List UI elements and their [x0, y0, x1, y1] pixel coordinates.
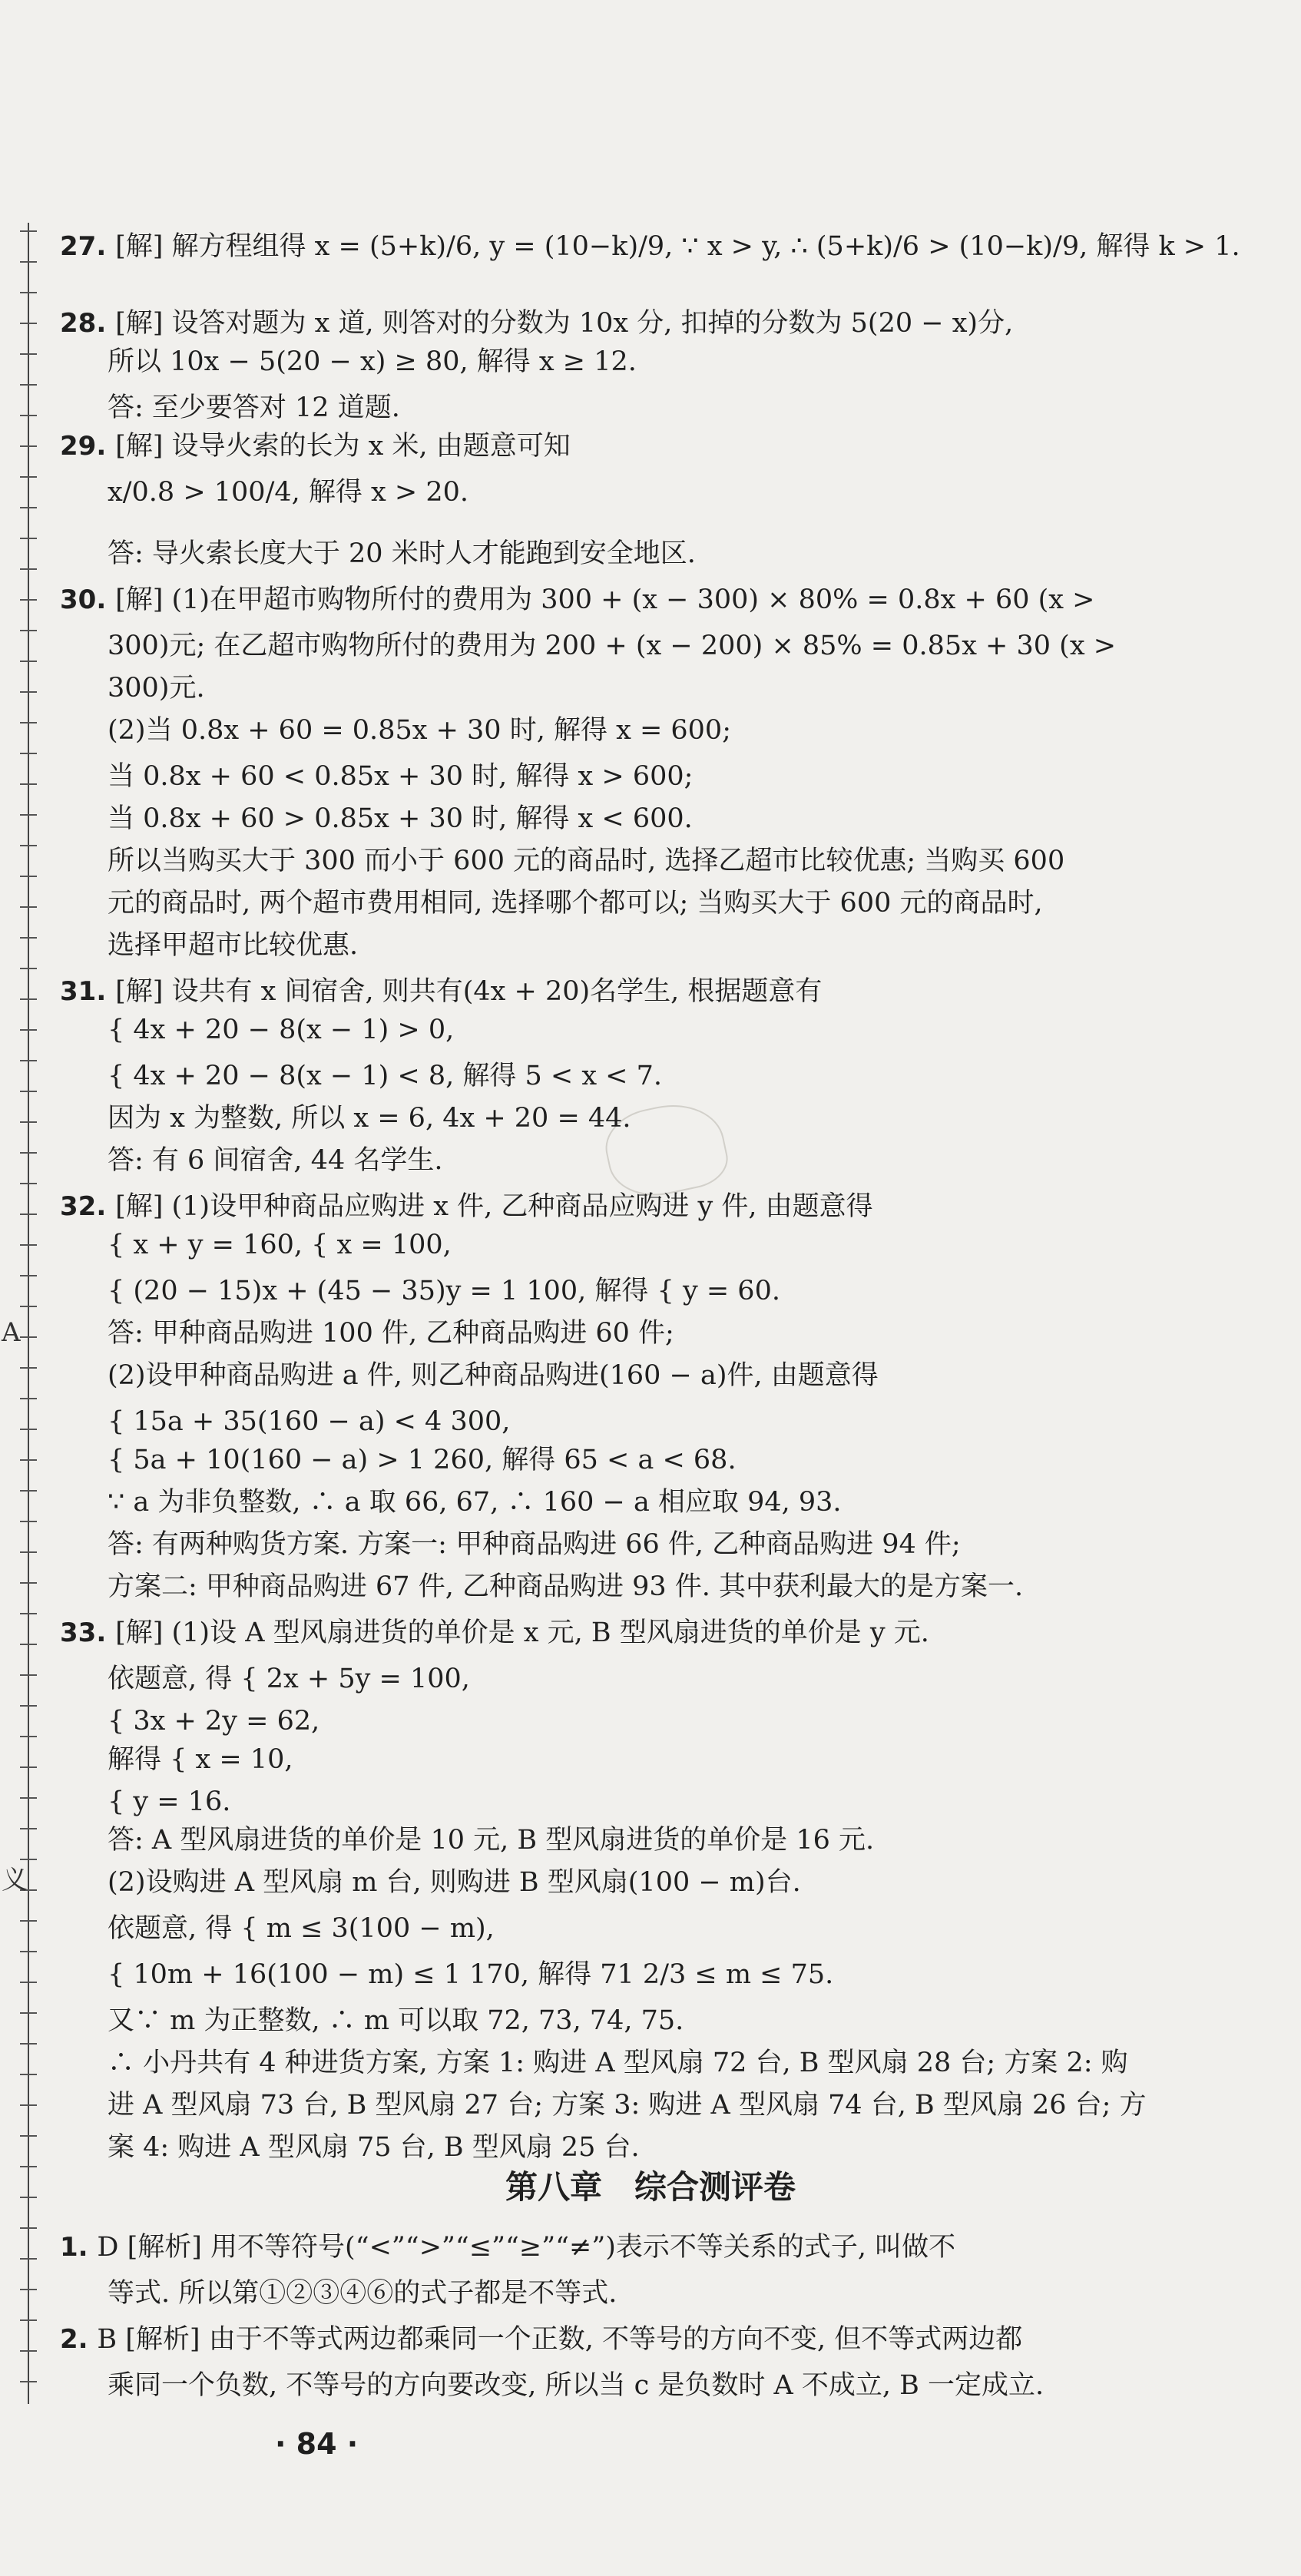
binding-tick: [20, 814, 37, 816]
binding-tick: [20, 1121, 37, 1123]
line-text: { 4x + 20 − 8(x − 1) < 8, 解得 5 < x < 7.: [108, 1061, 663, 1091]
answer-line: [108, 1824, 874, 1856]
answer-line: [108, 2369, 1044, 2402]
binding-tick: [20, 998, 37, 1000]
answer-line: [108, 1743, 293, 1776]
question-number: 30.: [60, 584, 116, 615]
binding-tick: [20, 384, 37, 386]
binding-tick: [20, 2319, 37, 2321]
binding-tick: [20, 1982, 37, 1983]
answer-line: [108, 1528, 961, 1561]
answer-line: [108, 1275, 780, 1307]
binding-tick: [20, 1398, 37, 1399]
answer-line: [60, 1190, 873, 1223]
answer-line: [108, 845, 1064, 877]
binding-tick: [20, 261, 37, 263]
line-text: { 5a + 10(160 − a) > 1 260, 解得 65 < a < 68.: [108, 1445, 737, 1475]
binding-tick: [20, 2135, 37, 2137]
binding-tick: [20, 691, 37, 693]
answer-line: [60, 1617, 929, 1649]
answer-line: [60, 2323, 1022, 2356]
line-text: 300)元; 在乙超市购物所付的费用为 200 + (x − 200) × 85% = 0.85x + 30 (x >: [108, 631, 1117, 661]
answer-line: [60, 2231, 955, 2263]
question-number: 31.: [60, 976, 116, 1007]
line-text: 所以当购买大于 300 而小于 600 元的商品时, 选择乙超市比较优惠; 当购买 600: [108, 846, 1065, 876]
binding-tick: [20, 1521, 37, 1522]
answer-line: [108, 392, 400, 424]
binding-tick: [20, 1183, 37, 1184]
binding-tick: [20, 1029, 37, 1031]
binding-tick: [20, 783, 37, 785]
binding-tick: [20, 1459, 37, 1461]
answer-line: [108, 2131, 640, 2164]
line-text: (2)当 0.8x + 60 = 0.85x + 30 时, 解得 x = 600;: [108, 715, 731, 746]
binding-tick: [20, 2289, 37, 2290]
binding-tick: [20, 1214, 37, 1215]
answer-line: [108, 1060, 662, 1092]
answer-line: [108, 1571, 1023, 1603]
line-text: { y = 16.: [108, 1786, 231, 1817]
line-text: 依题意, 得 { 2x + 5y = 100,: [108, 1664, 470, 1694]
binding-tick: [20, 2104, 37, 2106]
answer-line: [108, 1144, 442, 1177]
answer-line: [108, 1359, 879, 1392]
line-text: 因为 x 为整数, 所以 x = 6, 4x + 20 = 44.: [108, 1103, 631, 1134]
line-text: ∴ 小丹共有 4 种进货方案, 方案 1: 购进 A 型风扇 72 台, B 型风扇 28 台; 方案 2: 购: [108, 2048, 1128, 2078]
answer-line: [108, 2089, 1147, 2121]
binding-line: [28, 223, 29, 2404]
binding-tick: [20, 1828, 37, 1829]
question-number: 2.: [60, 2324, 98, 2355]
answer-line: [60, 230, 1240, 263]
binding-tick: [20, 1613, 37, 1614]
line-text: 答: 有 6 间宿舍, 44 名学生.: [108, 1145, 443, 1176]
binding-tick: [20, 1336, 37, 1338]
answer-line: [108, 346, 637, 378]
binding-tick: [20, 1582, 37, 1584]
binding-tick: [20, 1951, 37, 1952]
answer-line: [108, 1866, 801, 1899]
line-text: 解得 { x = 10,: [108, 1744, 293, 1775]
question-number: 29.: [60, 431, 116, 462]
line-text: (2)设甲种商品购进 a 件, 则乙种商品购进(160 − a)件, 由题意得: [108, 1360, 879, 1391]
binding-tick: [20, 661, 37, 662]
line-text: 答: A 型风扇进货的单价是 10 元, B 型风扇进货的单价是 16 元.: [108, 1825, 875, 1856]
answer-line: [60, 975, 822, 1008]
binding-tick: [20, 1306, 37, 1307]
line-text: [解] (1)在甲超市购物所付的费用为 300 + (x − 300) × 80% = 0.8x + 60 (x >: [115, 584, 1095, 615]
binding-tick: [20, 1429, 37, 1430]
binding-tick: [20, 353, 37, 355]
binding-tick: [20, 722, 37, 723]
answer-line: [108, 630, 1116, 662]
line-text: D [解析] 用不等符号(“<”“>”“≤”“≥”“≠”)表示不等关系的式子, 叫做不: [97, 2232, 956, 2263]
binding-tick: [20, 538, 37, 539]
binding-tick: [20, 2227, 37, 2229]
line-text: 答: 导火索长度大于 20 米时人才能跑到安全地区.: [108, 538, 696, 569]
answer-line: [108, 760, 693, 793]
answer-line: [108, 1444, 737, 1476]
binding-tick: [20, 2012, 37, 2014]
binding-tick: [20, 1490, 37, 1492]
line-text: 依题意, 得 { m ≤ 3(100 − m),: [108, 1913, 495, 1944]
answer-line: [108, 1705, 319, 1737]
binding-tick: [20, 1644, 37, 1645]
binding-tick: [20, 1244, 37, 1246]
line-text: 又∵ m 为正整数, ∴ m 可以取 72, 73, 74, 75.: [108, 2005, 684, 2036]
margin-char: A: [2, 1317, 21, 1348]
answer-line: [108, 1958, 833, 1991]
line-text: { 4x + 20 − 8(x − 1) > 0,: [108, 1015, 455, 1045]
answer-line: [108, 1663, 470, 1695]
answer-line: [108, 1317, 674, 1349]
answer-line: [108, 1912, 495, 1945]
line-text: 答: 甲种商品购进 100 件, 乙种商品购进 60 件;: [108, 1318, 674, 1349]
answer-line: [108, 714, 731, 747]
line-text: { (20 − 15)x + (45 − 35)y = 1 100, 解得 { y = 60.: [108, 1276, 780, 1306]
line-text: ∵ a 为非负整数, ∴ a 取 66, 67, ∴ 160 − a 相应取 94, 93.: [108, 1487, 842, 1518]
line-text: { 10m + 16(100 − m) ≤ 1 170, 解得 71 2/3 ≤ m ≤ 75.: [108, 1959, 834, 1990]
answer-line: [108, 1786, 230, 1818]
answer-line: [108, 1229, 452, 1261]
question-number: 32.: [60, 1191, 116, 1222]
binding-tick: [20, 230, 37, 232]
binding-tick: [20, 1766, 37, 1768]
answer-line: [108, 887, 1043, 919]
answer-line: [60, 584, 1094, 616]
line-text: { 3x + 2y = 62,: [108, 1706, 320, 1737]
line-text: (2)设购进 A 型风扇 m 台, 则购进 B 型风扇(100 − m)台.: [108, 1867, 801, 1898]
answer-line: [108, 2005, 684, 2037]
line-text: x/0.8 > 100/4, 解得 x > 20.: [108, 477, 468, 508]
binding-tick: [20, 1920, 37, 1922]
line-text: { 15a + 35(160 − a) < 4 300,: [108, 1406, 511, 1437]
line-text: 所以 10x − 5(20 − x) ≥ 80, 解得 x ≥ 12.: [108, 346, 637, 377]
page-number: · 84 ·: [275, 2427, 359, 2461]
line-text: { x + y = 160, { x = 100,: [108, 1230, 452, 1260]
binding-tick: [20, 415, 37, 416]
binding-tick: [20, 445, 37, 447]
binding-tick: [20, 937, 37, 939]
binding-tick: [20, 968, 37, 969]
line-text: 元的商品时, 两个超市费用相同, 选择哪个都可以; 当购买大于 600 元的商品时,: [108, 888, 1043, 919]
binding-tick: [20, 599, 37, 601]
line-text: 当 0.8x + 60 < 0.85x + 30 时, 解得 x > 600;: [108, 761, 694, 792]
binding-tick: [20, 1367, 37, 1369]
line-text: 选择甲超市比较优惠.: [108, 930, 359, 961]
answer-line: [108, 2277, 617, 2309]
line-text: [解] (1)设甲种商品应购进 x 件, 乙种商品应购进 y 件, 由题意得: [115, 1191, 873, 1222]
binding-tick: [20, 876, 37, 877]
line-text: 当 0.8x + 60 > 0.85x + 30 时, 解得 x < 600.: [108, 803, 693, 834]
binding-tick: [20, 2350, 37, 2352]
binding-tick: [20, 1091, 37, 1092]
answer-line: [108, 929, 358, 962]
line-text: [解] (1)设 A 型风扇进货的单价是 x 元, B 型风扇进货的单价是 y 元.: [115, 1617, 929, 1648]
answer-line: [108, 803, 693, 835]
answer-line: [108, 2047, 1128, 2079]
answer-line: [108, 1406, 510, 1438]
question-number: 28.: [60, 308, 116, 339]
binding-tick: [20, 906, 37, 908]
question-number: 1.: [60, 2232, 98, 2263]
binding-tick: [20, 507, 37, 508]
line-text: [解] 设导火索的长为 x 米, 由题意可知: [115, 431, 571, 462]
answer-line: [108, 1014, 454, 1046]
binding-tick: [20, 2381, 37, 2382]
line-text: 答: 至少要答对 12 道题.: [108, 392, 400, 423]
binding-tick: [20, 476, 37, 478]
binding-tick: [20, 1736, 37, 1737]
question-number: 27.: [60, 231, 116, 262]
binding-tick: [20, 2074, 37, 2075]
binding-tick: [20, 1152, 37, 1154]
section-title: 第八章 综合测评卷: [505, 2168, 796, 2206]
binding-tick: [20, 292, 37, 293]
line-text: [解] 设答对题为 x 道, 则答对的分数为 10x 分, 扣掉的分数为 5(20 − x)分,: [115, 308, 1014, 339]
answer-line: [108, 476, 468, 508]
line-text: 答: 有两种购货方案. 方案一: 甲种商品购进 66 件, 乙种商品购进 94 件;: [108, 1529, 961, 1560]
binding-tick: [20, 1275, 37, 1276]
line-text: 乘同一个负数, 不等号的方向要改变, 所以当 c 是负数时 A 不成立, B 一定成立.: [108, 2370, 1044, 2401]
answer-line: [60, 307, 1013, 339]
binding-tick: [20, 1060, 37, 1061]
line-text: [解] 设共有 x 间宿舍, 则共有(4x + 20)名学生, 根据题意有: [115, 976, 823, 1007]
binding-tick: [20, 2258, 37, 2260]
binding-tick: [20, 1797, 37, 1799]
binding-tick: [20, 845, 37, 846]
answer-line: [108, 672, 205, 704]
margin-char: 义: [2, 1865, 28, 1896]
answer-line: [108, 1486, 842, 1518]
binding-tick: [20, 753, 37, 754]
line-text: B [解析] 由于不等式两边都乘同一个正数, 不等号的方向不变, 但不等式两边都: [97, 2324, 1023, 2355]
binding-tick: [20, 2043, 37, 2045]
line-text: [解] 解方程组得 x = (5+k)/6, y = (10−k)/9, ∵ x > y, ∴ (5+k)/6 > (10−k)/9, 解得 k > 1.: [115, 231, 1240, 262]
question-number: 33.: [60, 1617, 116, 1648]
line-text: 等式. 所以第①②③④⑥的式子都是不等式.: [108, 2278, 617, 2309]
binding-tick: [20, 568, 37, 570]
binding-tick: [20, 323, 37, 324]
line-text: 进 A 型风扇 73 台, B 型风扇 27 台; 方案 3: 购进 A 型风扇 74 台, B 型风扇 26 台; 方: [108, 2090, 1147, 2121]
binding-tick: [20, 1674, 37, 1676]
answer-line: [108, 1102, 631, 1134]
binding-tick: [20, 1551, 37, 1553]
binding-tick: [20, 1705, 37, 1707]
answer-line: [108, 538, 696, 570]
line-text: 案 4: 购进 A 型风扇 75 台, B 型风扇 25 台.: [108, 2132, 640, 2163]
answer-line: [60, 430, 571, 462]
binding-tick: [20, 630, 37, 631]
line-text: 方案二: 甲种商品购进 67 件, 乙种商品购进 93 件. 其中获利最大的是方案一.: [108, 1571, 1024, 1602]
line-text: 300)元.: [108, 673, 205, 704]
